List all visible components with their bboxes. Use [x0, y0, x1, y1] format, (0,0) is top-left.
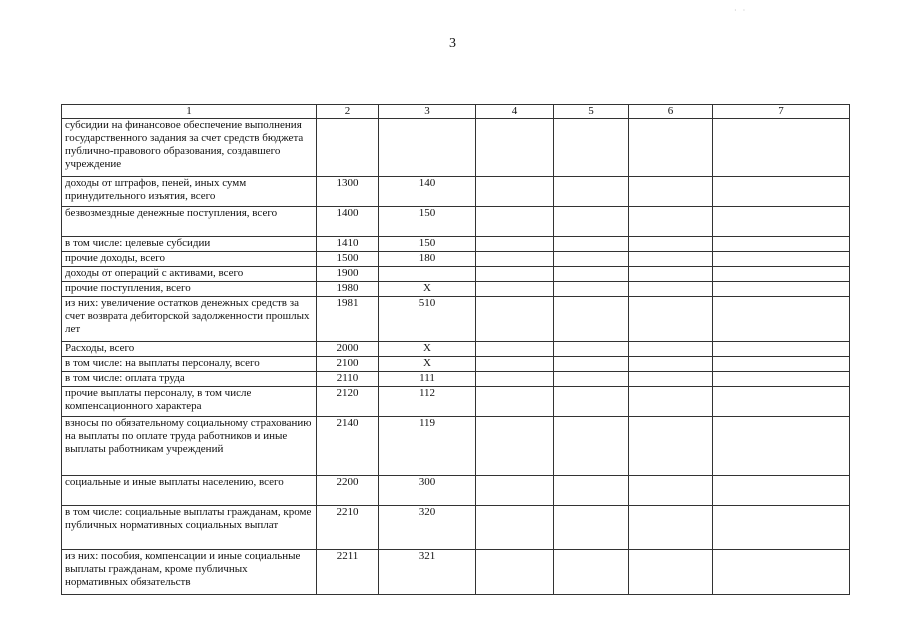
row-value-cell-col7 [713, 357, 850, 372]
row-value-cell-col7 [713, 267, 850, 282]
row-indicator-name: из них: пособия, компенсации и иные социальные выплаты гражданам, кроме публичных нормативных обязательств [62, 550, 317, 595]
row-value-cell-col5 [554, 207, 629, 237]
column-header-7: 7 [713, 105, 850, 119]
row-line-code: 1500 [317, 252, 379, 267]
column-header-4: 4 [476, 105, 554, 119]
row-value-cell-col7 [713, 372, 850, 387]
row-indicator-name: взносы по обязательному социальному страхованию на выплаты по оплате труда работников и иные выплаты работникам учреждений [62, 417, 317, 476]
row-value-cell-col4 [476, 372, 554, 387]
row-value-cell-col6 [629, 417, 713, 476]
row-value-cell-col4 [476, 476, 554, 506]
table-row [62, 476, 850, 506]
row-value-cell-col5 [554, 297, 629, 342]
row-line-code: 2200 [317, 476, 379, 506]
table-row [62, 357, 850, 372]
row-value-cell-col5 [554, 387, 629, 417]
row-indicator-name: в том числе: социальные выплаты гражданам, кроме публичных нормативных социальных выплат [62, 506, 317, 550]
row-indicator-name: в том числе: на выплаты персоналу, всего [62, 357, 317, 372]
row-value-cell-col4 [476, 417, 554, 476]
row-value-cell-col7 [713, 252, 850, 267]
row-line-code: 1900 [317, 267, 379, 282]
row-value-cell-col4 [476, 119, 554, 177]
column-header-6: 6 [629, 105, 713, 119]
row-value-cell-col5 [554, 119, 629, 177]
row-value-cell-col6 [629, 252, 713, 267]
row-value-cell-col6 [629, 207, 713, 237]
row-budget-code: 150 [379, 237, 476, 252]
row-value-cell-col4 [476, 506, 554, 550]
table-row [62, 282, 850, 297]
row-indicator-name: Расходы, всего [62, 342, 317, 357]
row-indicator-name: прочие доходы, всего [62, 252, 317, 267]
table-row [62, 506, 850, 550]
table-row [62, 267, 850, 282]
row-budget-code [379, 119, 476, 177]
row-value-cell-col4 [476, 177, 554, 207]
financial-plan-table [61, 104, 850, 595]
row-value-cell-col6 [629, 342, 713, 357]
row-value-cell-col7 [713, 387, 850, 417]
row-value-cell-col4 [476, 237, 554, 252]
table-row [62, 237, 850, 252]
row-budget-code: X [379, 357, 476, 372]
row-value-cell-col5 [554, 357, 629, 372]
table-row [62, 387, 850, 417]
row-line-code: 2210 [317, 506, 379, 550]
row-indicator-name: субсидии на финансовое обеспечение выполнения государственного задания за счет средств бюджета публично-правового образования, создавшего учреждение [62, 119, 317, 177]
table-row [62, 550, 850, 595]
row-value-cell-col5 [554, 177, 629, 207]
row-value-cell-col6 [629, 387, 713, 417]
row-value-cell-col5 [554, 237, 629, 252]
table-row [62, 119, 850, 177]
row-value-cell-col6 [629, 282, 713, 297]
row-value-cell-col4 [476, 252, 554, 267]
row-budget-code: 320 [379, 506, 476, 550]
row-value-cell-col5 [554, 550, 629, 595]
row-line-code: 1300 [317, 177, 379, 207]
table-row [62, 417, 850, 476]
row-value-cell-col4 [476, 282, 554, 297]
row-budget-code [379, 267, 476, 282]
row-budget-code: 180 [379, 252, 476, 267]
table-row [62, 297, 850, 342]
row-indicator-name: доходы от штрафов, пеней, иных сумм принудительного изъятия, всего [62, 177, 317, 207]
row-value-cell-col6 [629, 372, 713, 387]
row-value-cell-col7 [713, 297, 850, 342]
row-value-cell-col4 [476, 267, 554, 282]
row-value-cell-col6 [629, 476, 713, 506]
row-value-cell-col4 [476, 297, 554, 342]
row-value-cell-col6 [629, 297, 713, 342]
row-value-cell-col6 [629, 237, 713, 252]
row-indicator-name: безвозмездные денежные поступления, всего [62, 207, 317, 237]
row-indicator-name: из них: увеличение остатков денежных средств за счет возврата дебиторской задолженности прошлых лет [62, 297, 317, 342]
row-line-code: 1981 [317, 297, 379, 342]
row-value-cell-col5 [554, 476, 629, 506]
row-value-cell-col7 [713, 282, 850, 297]
row-value-cell-col7 [713, 177, 850, 207]
row-line-code: 1410 [317, 237, 379, 252]
row-value-cell-col4 [476, 342, 554, 357]
row-value-cell-col6 [629, 177, 713, 207]
row-value-cell-col6 [629, 267, 713, 282]
row-value-cell-col5 [554, 252, 629, 267]
row-value-cell-col4 [476, 207, 554, 237]
row-value-cell-col4 [476, 550, 554, 595]
row-value-cell-col6 [629, 550, 713, 595]
row-budget-code: X [379, 282, 476, 297]
row-indicator-name: в том числе: оплата труда [62, 372, 317, 387]
row-budget-code: 119 [379, 417, 476, 476]
row-value-cell-col4 [476, 387, 554, 417]
row-line-code: 2000 [317, 342, 379, 357]
row-value-cell-col6 [629, 506, 713, 550]
row-budget-code: X [379, 342, 476, 357]
row-indicator-name: прочие поступления, всего [62, 282, 317, 297]
row-indicator-name: доходы от операций с активами, всего [62, 267, 317, 282]
table-header-row [62, 105, 850, 119]
row-value-cell-col5 [554, 282, 629, 297]
row-value-cell-col7 [713, 207, 850, 237]
row-value-cell-col7 [713, 476, 850, 506]
column-header-1: 1 [62, 105, 317, 119]
row-value-cell-col5 [554, 417, 629, 476]
row-line-code: 2211 [317, 550, 379, 595]
row-value-cell-col6 [629, 357, 713, 372]
row-indicator-name: в том числе: целевые субсидии [62, 237, 317, 252]
row-line-code: 1400 [317, 207, 379, 237]
row-line-code: 1980 [317, 282, 379, 297]
row-line-code: 2100 [317, 357, 379, 372]
row-value-cell-col4 [476, 357, 554, 372]
column-header-5: 5 [554, 105, 629, 119]
row-value-cell-col7 [713, 119, 850, 177]
row-line-code: 2140 [317, 417, 379, 476]
row-budget-code: 510 [379, 297, 476, 342]
row-value-cell-col5 [554, 267, 629, 282]
table-body [62, 119, 850, 595]
table-row [62, 342, 850, 357]
row-budget-code: 140 [379, 177, 476, 207]
row-value-cell-col7 [713, 550, 850, 595]
row-budget-code: 300 [379, 476, 476, 506]
row-line-code: 2110 [317, 372, 379, 387]
page-number: 3 [449, 36, 456, 51]
row-value-cell-col7 [713, 237, 850, 252]
table-row [62, 207, 850, 237]
row-line-code: 2120 [317, 387, 379, 417]
row-indicator-name: социальные и иные выплаты населению, всего [62, 476, 317, 506]
row-budget-code: 111 [379, 372, 476, 387]
row-value-cell-col6 [629, 119, 713, 177]
row-value-cell-col7 [713, 506, 850, 550]
table-row [62, 177, 850, 207]
row-value-cell-col5 [554, 372, 629, 387]
row-budget-code: 150 [379, 207, 476, 237]
column-header-2: 2 [317, 105, 379, 119]
row-value-cell-col7 [713, 417, 850, 476]
corner-mark: · · [734, 6, 748, 15]
column-header-3: 3 [379, 105, 476, 119]
row-indicator-name: прочие выплаты персоналу, в том числе компенсационного характера [62, 387, 317, 417]
row-budget-code: 321 [379, 550, 476, 595]
row-budget-code: 112 [379, 387, 476, 417]
row-value-cell-col7 [713, 342, 850, 357]
row-value-cell-col5 [554, 506, 629, 550]
row-line-code [317, 119, 379, 177]
row-value-cell-col5 [554, 342, 629, 357]
table-row [62, 372, 850, 387]
table-row [62, 252, 850, 267]
